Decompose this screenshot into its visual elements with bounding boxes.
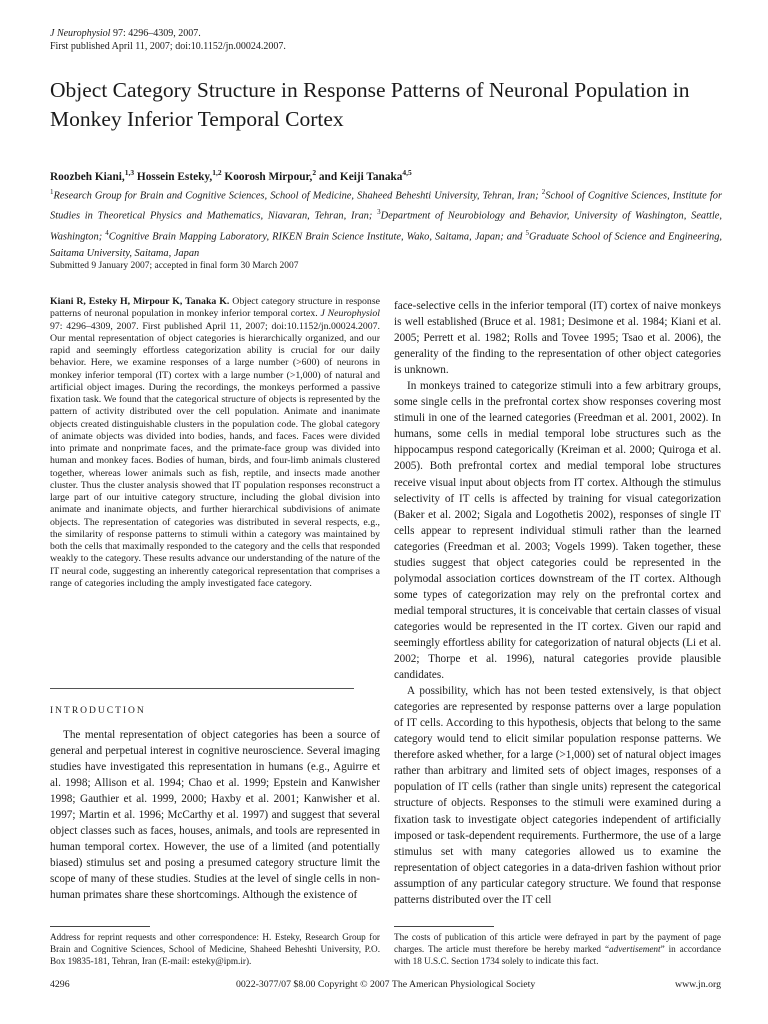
author-affil-marker: 1,3 bbox=[124, 168, 135, 177]
correspondence-footnote: Address for reprint requests and other correspondence: H. Esteky, Research Group for Brain and Cognitive Sciences, School of Medicine, Shaheed Beheshti University, P.O. Box 19835-181, Tehran, Iran (E-mail: esteky@ipm.ir). bbox=[50, 932, 380, 967]
abstract: Kiani R, Esteky H, Mirpour K, Tanaka K. Object category structure in response patterns of neuronal population in monkey inferior temporal cortex. J Neurophysiol 97: 4296–4309, 2007. First published April 11, 2007; doi:10.1152/jn.00024.2007. Our mental representation of object categories is hierarchically organized, and our rapid and seemingly effortless categorization ability is crucial for our daily behavior. Here, we examine responses of a large number (>600) of neurons in monkey inferior temporal (IT) cortex with a large number (>1,000) of natural and artificial object images. During the recordings, the monkeys performed a passive fixation task. We found that the categorical structure of objects is represented by the pattern of activity distributed over the cell population. Animate and inanimate objects created distinguishable clusters in the population code. The global category of animate objects was divided into bodies, hands, and faces. Faces were divided into primate and nonprimate faces, and the primate-face group was divided into human and monkey faces. Bodies of human, birds, and four-limb animals clustered together, whereas lower animals such as fish, reptile, and insects made another cluster. Thus the cluster analysis showed that IT population responses reconstruct a large part of our intuitive category structure, including the global division into animate and inanimate objects, and further hierarchical subdivisions of animate objects. The representation of categories was distributed in several respects, e.g., the similarity of response patterns to stimuli within a category was maintained by both the cells that maximally responded to the category and the cells that responded weakly to the category. These results advance our understanding of the nature of the IT neural code, suggesting an inherently categorical representation that comprises a range of categories including the amply investigated face category. bbox=[50, 296, 381, 589]
author-list bbox=[50, 166, 412, 184]
submission-dates: Submitted 9 January 2007; accepted in final form 30 March 2007 bbox=[50, 261, 299, 271]
copyright-line: 0022-3077/07 $8.00 Copyright © 2007 The American Physiological Society bbox=[236, 979, 536, 990]
running-header bbox=[50, 27, 286, 53]
author-affil-marker: 1,2 bbox=[212, 168, 222, 177]
affiliations: $^1$Research Group for Brain and Cognitive Sciences, School of Medicine, Shaheed Beheshti University, Tehran, Iran; $^2$School of Cognitive Sciences, Institute for Studies in Theoretical Physics and Mathematics, Niavaran, Tehran, Iran; $^3$Department of Neurobiology and Behavior, University of Washington, Seattle, Washington; $^4$Cognitive Brain Mapping Laboratory, RIKEN Brain Science Institute, Wako, Saitama, Japan; and $^5$Graduate School of Science and Engineering, Saitama University, Saitama, Japan bbox=[50, 188, 723, 260]
page-number: 4296 bbox=[50, 979, 70, 990]
publication-info: First published April 11, 2007; doi:10.1152/jn.00024.2007. bbox=[50, 41, 286, 52]
body-column-left bbox=[50, 727, 380, 904]
abstract-authors: Kiani R, Esteky H, Mirpour K, Tanaka K. bbox=[50, 296, 230, 307]
body-column-right bbox=[394, 298, 721, 908]
abstract-divider bbox=[50, 688, 354, 689]
journal-citation: J Neurophysiol 97: 4296–4309, 2007. bbox=[50, 28, 201, 39]
abstract-body: 97: 4296–4309, 2007. First published April 11, 2007; doi:10.1152/jn.00024.2007. Our mental representation of object categories is hierarchically organized, and our rapid and seemingly effortless categorization ability is crucial for our daily behavior. Here, we examine responses of a large number (>600) of neurons in monkey inferior temporal (IT) cortex with a large number (>1,000) of natural and artificial object images. During the recordings, the monkeys performed a passive fixation task. We found that the categorical structure of objects is represented by the pattern of activity distributed over the cell population. Animate and inanimate objects created distinguishable clusters in the population code. The global category of animate objects was divided into bodies, hands, and faces. Faces were divided into primate and nonprimate faces, and the primate-face group was divided into human and monkey faces. Bodies of human, birds, and four-limb animals clustered together, whereas lower animals such as fish, reptile, and insects made another cluster. Thus the cluster analysis showed that IT population responses reconstruct a large part of our intuitive category structure, including the global division into animate and inanimate objects, and further hierarchical subdivisions of animate objects. The representation of categories was distributed in several respects, e.g., the similarity of response patterns to stimuli within a category was maintained by both the cells that maximally responded to the category and the cells that responded weakly to the category. These results advance our understanding of the nature of the IT neural code, suggesting an inherently categorical representation that comprises a range of categories including the amply investigated face category. bbox=[50, 320, 380, 589]
author-affil-marker: 4,5 bbox=[402, 168, 412, 177]
footnote-divider bbox=[50, 926, 150, 927]
section-heading-introduction: INTRODUCTION bbox=[50, 706, 146, 716]
article-title: Object Category Structure in Response Patterns of Neuronal Population in Monkey Inferior Temporal Cortex bbox=[50, 78, 690, 131]
author-name: Roozbeh Kiani, bbox=[50, 170, 125, 183]
footnote-divider bbox=[394, 926, 494, 927]
journal-url: www.jn.org bbox=[675, 979, 721, 990]
author-affil-marker: 2 bbox=[312, 168, 317, 177]
paragraph: The mental representation of object categories has been a source of general and perpetual interest in cognitive neuroscience. Several imaging studies have investigated this representation in humans (e.g., Aguirre et al. 1998; Allison et al. 1994; Chao et al. 1999; Epstein and Kanwisher 1998; Gauthier et al. 1999, 2000; Haxby et al. 2001; Kanwisher et al. 1997; Martin et al. 1996; McCarthy et al. 1997) and suggest that several object classes such as faces, houses, animals, and tools are represented in human temporal cortex. However, the use of a limited (and potentially biased) stimulus set and posing a presumed category structure limit the scope of many of these studies. Studies at the level of single cells in non-human primates share these shortcomings. Although the existence of bbox=[50, 729, 380, 902]
author-name: Koorosh Mirpour, bbox=[221, 170, 313, 183]
paragraph: face-selective cells in the inferior temporal (IT) cortex of naive monkeys is well established (Bruce et al. 1981; Desimone et al. 1984; Kiani et al. 2005; Perrett et al. 1982; Rolls and Tovee 1995; Tsao et al. 2006), the generality of the finding to the representation of other object categories is unknown. bbox=[394, 300, 721, 377]
paragraph: In monkeys trained to categorize stimuli into a few arbitrary groups, some single cells in the prefrontal cortex show responses covering most stimuli in one of the learned categories (Freedman et al. 2001, 2002). In humans, some cells in medial temporal lobe structures such as the hippocampus respond categorically (Kreiman et al. 2000; Quiroga et al. 2005). Both prefrontal cortex and medial temporal lobe structures receive visual input about objects from IT cortex. Although the stimulus selectivity of IT cells is affected by training for visual categorization (Baker et al. 2002; Sigala and Logothetis 2002), responses of single IT cells appear to represent individual stimuli rather than the learned categories (Freedman et al. 2003; Vogels 1999). Taken together, these studies suggest that object categories could be represented in the polymodal association cortices downstream of the IT cortex. Although some types of categorization may rely on the prefrontal cortex and medial temporal structures, it is conceivable that certain classes of visual categories would be represented in the IT cortex. Given our rapid and seemingly effortless ability for categorization of natural objects (Li et al. 2002; Thorpe et al. 1996), natural categories provide plausible candidates. bbox=[394, 380, 721, 682]
author-name: and Keiji Tanaka bbox=[316, 170, 403, 183]
author-name: Hossein Esteky, bbox=[134, 170, 213, 183]
publication-cost-footnote: The costs of publication of this article were defrayed in part by the payment of page charges. The article must therefore be hereby marked “advertisement” in accordance with 18 U.S.C. Section 1734 solely to indicate this fact. bbox=[394, 932, 721, 967]
paragraph: A possibility, which has not been tested extensively, is that object categories are represented by response patterns over a large population of IT cells. According to this hypothesis, objects that belong to the same category would tend to elicit similar population response patterns. We therefore asked whether, for a large (>1,000) set of natural object images rather than arbitrary and limited sets of object images, responses of a population of IT cells (rather than single units) represent the categorical structure of objects. Responses to the stimuli were examined during a fixation task to investigate object categories independent of artificially imposed or task-dependent requirements. Furthermore, the use of a large stimulus set with many categories allowed us to examine the representation of object categories in a data-driven fashion without prior assumption of any particular category structure. We found that response patterns distributed over the IT cell bbox=[394, 685, 721, 906]
